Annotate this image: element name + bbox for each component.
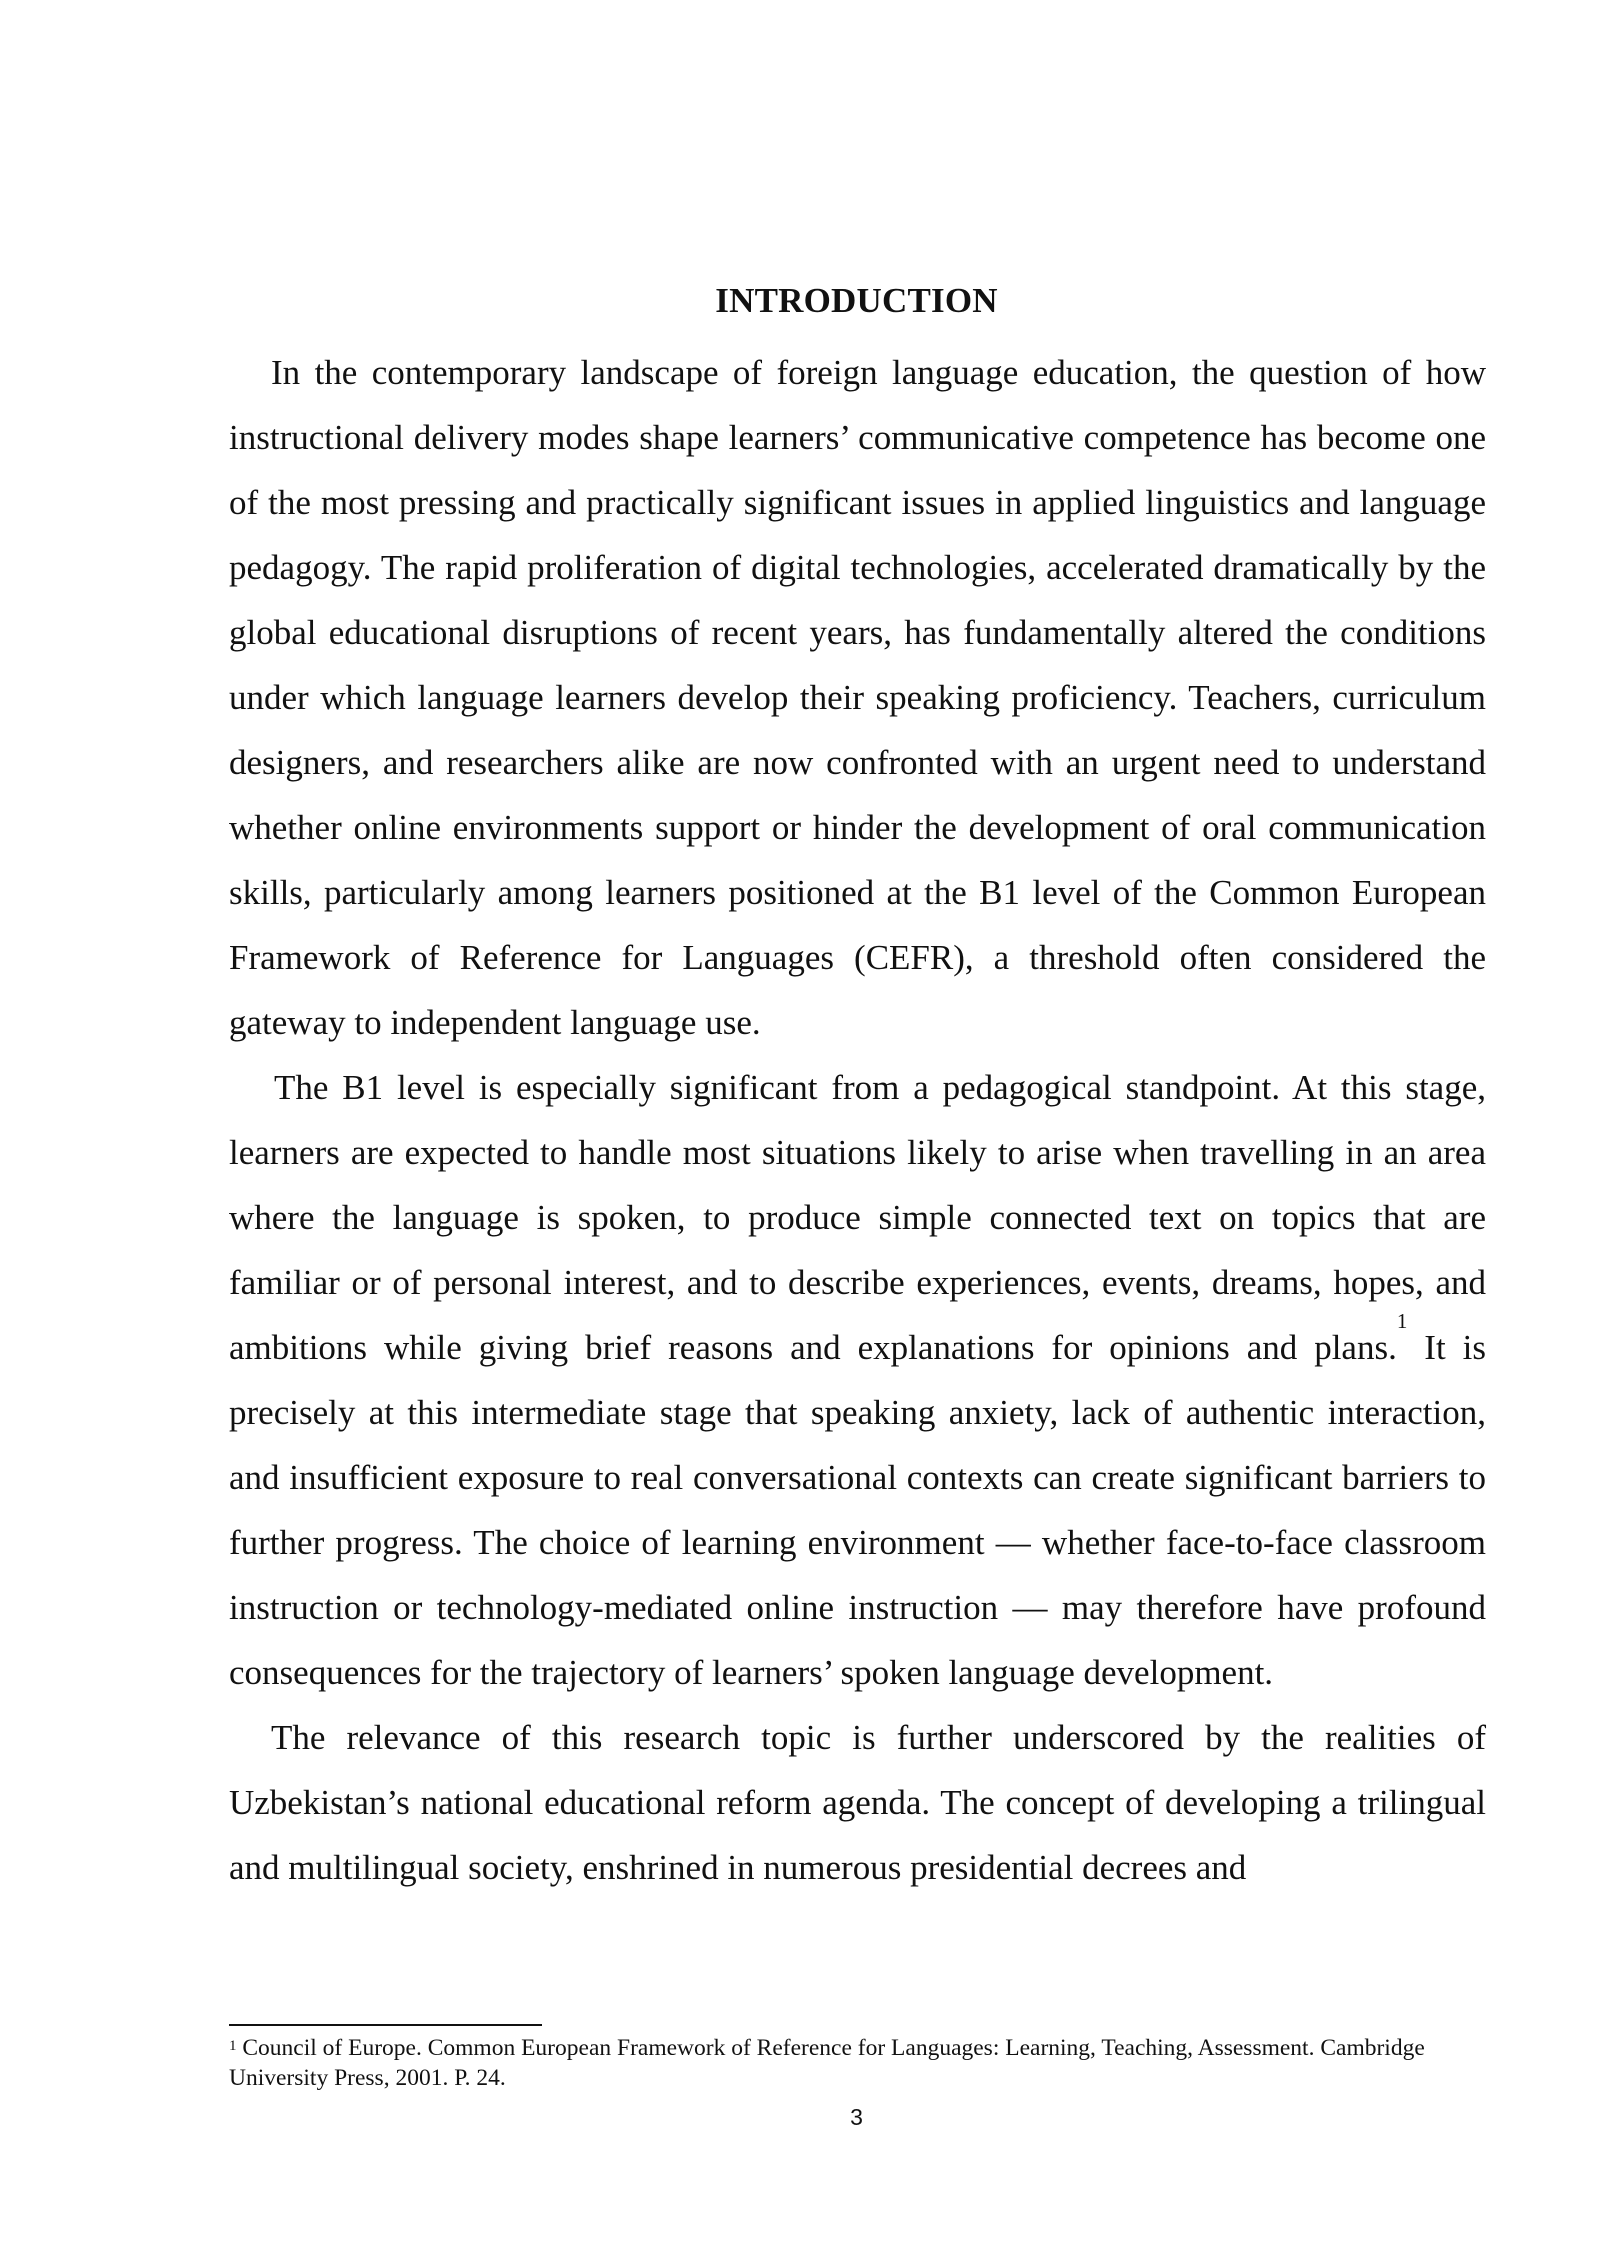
section-title: INTRODUCTION [715,281,998,320]
footnote-mark: 1 [229,2038,237,2054]
paragraph-2-text-after-ref: It is precisely at this intermediate stage that speaking anxiety, lack of authentic interaction, and insufficient exposure to real conversational contexts can create significant barriers to further progress. The choice of learning environment — whether face-to-face classroom instruction or technology-mediated online instruction — may therefore have profound consequences for the trajectory of learners’ spoken language development. [229,1328,1486,1692]
paragraph-2 [229,1055,1486,1705]
paragraph-1: In the contemporary landscape of foreign language education, the question of how instructional delivery modes shape learners’ communicative competence has become one of the most pressing and practically significant issues in applied linguistics and language pedagogy. The rapid proliferation of digital technologies, accelerated dramatically by the global educational disruptions of recent years, has fundamentally altered the conditions under which language learners develop their speaking proficiency. Teachers, curriculum designers, and researchers alike are now confronted with an urgent need to understand whether online environments support or hinder the development of oral communication skills, particularly among learners positioned at the B1 level of the Common European Framework of Reference for Languages (CEFR), a threshold often considered the gateway to independent language use. [229,353,1486,1042]
page-number: 3 [850,2104,863,2130]
body-text [229,340,1486,1900]
paragraph-2-text-before-ref: The B1 level is especially significant from a pedagogical standpoint. At this stage, learners are expected to handle most situations likely to arise when travelling in an area where the language is spoken, to produce simple connected text on topics that are familiar or of personal interest, and to describe experiences, events, dreams, hopes, and ambitions while giving brief reasons and explanations for opinions and plans. [229,1068,1486,1367]
footnote [229,2033,1509,2093]
footnote-divider [229,2024,542,2026]
paragraph-3: The relevance of this research topic is further underscored by the realities of Uzbekistan’s national educational reform agenda. The concept of developing a trilingual and multilingual society, enshrined in numerous presidential decrees and [229,1718,1486,1887]
footnote-reference[interactable]: 1 [1396,1309,1408,1333]
footnote-text: Council of Europe. Common European Framework of Reference for Languages: Learning, Teaching, Assessment. Cambridge University Press, 2001. P. 24. [229,2035,1425,2091]
